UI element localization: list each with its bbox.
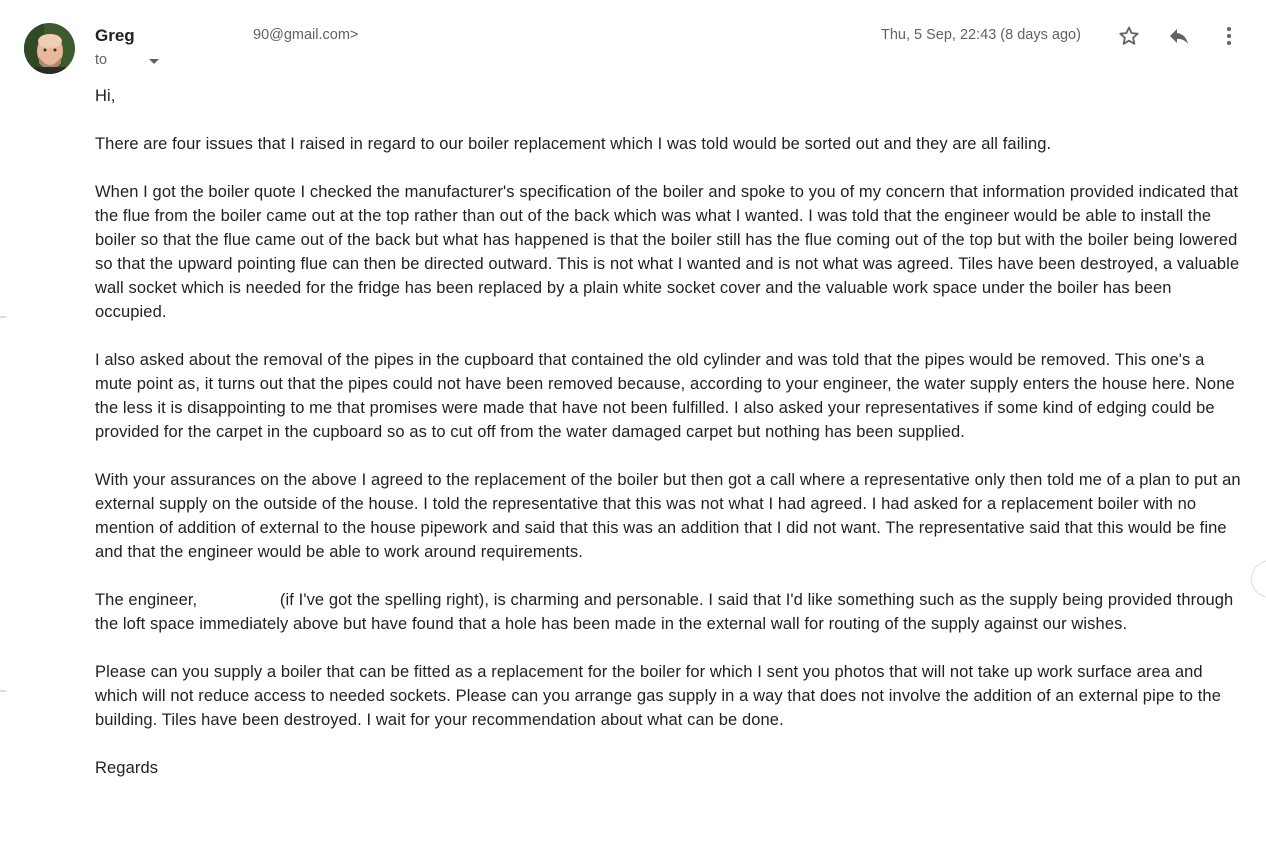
body-paragraph: There are four issues that I raised in regard to our boiler replacement which I was told would be sorted out and they are all failing.: [95, 135, 1052, 153]
recipient-row: [95, 52, 159, 68]
message-body: [95, 84, 1245, 804]
more-vertical-icon: [1217, 24, 1241, 48]
avatar[interactable]: [24, 23, 75, 74]
greeting: Hi,: [95, 87, 116, 105]
body-text: (if I've got the spelling right), is charming and personable. I said that I'd like something such as the supply being provided through the loft space immediately above but have found that a hole has been made in the external wall for routing of the supply against our wishes.: [95, 591, 1234, 633]
body-paragraph: When I got the boiler quote I checked the manufacturer's specification of the boiler and spoke to you of my concern that information provided indicated that the flue from the boiler came out at the top rather than out of the back which was what I wanted. I was told that the engineer would be able to install the boiler so that the flue came out of the back but what has happened is that the boiler still has the flue coming out of the top but with the boiler being lowered so that the upward pointing flue can then be directed outward. This is not what I wanted and is not what was agreed. Tiles have been destroyed, a valuable wall socket which is needed for the fridge has been replaced by a plain white socket cover and the valuable work space under the boiler has been occupied.: [95, 183, 1240, 321]
edge-marker: [0, 690, 6, 692]
reply-button[interactable]: [1165, 22, 1193, 50]
sender-email: 90@gmail.com>: [253, 27, 359, 43]
to-label: to: [95, 52, 108, 68]
body-paragraph: I also asked about the removal of the pipes in the cupboard that contained the old cylinder and was told that the pipes would be removed. This one's a mute point as, it turns out that the pipes could not have been removed because, according to your engineer, the water supply enters the house here. None the less it is disappointing to me that promises were made that have not been fulfilled. I also asked your representatives if some kind of edging could be provided for the carpet in the cupboard so as to cut off from the water damaged carpet but nothing has been supplied.: [95, 351, 1235, 441]
body-text: The engineer,: [95, 591, 202, 609]
body-paragraph: With your assurances on the above I agreed to the replacement of the boiler but then got a call where a representative only then told me of a plan to put an external supply on the outside of the house. I told the representative that this was not what I had agreed. I had asked for a replacement boiler with no mention of addition of external to the house pipework and said that this was an addition that I did not want. The representative said that this would be fine and that the engineer would be able to work around requirements.: [95, 471, 1241, 561]
more-options-button[interactable]: [1215, 22, 1243, 50]
side-panel-toggle[interactable]: [1251, 560, 1266, 598]
body-paragraph: Please can you supply a boiler that can be fitted as a replacement for the boiler for which I sent you photos that will not take up work surface area and which will not reduce access to needed sockets. Please can you arrange gas supply in a way that does not involve the addition of an external pipe to the building. Tiles have been destroyed. I wait for your recommendation about what can be done.: [95, 663, 1221, 729]
reply-icon: [1167, 24, 1191, 48]
star-icon: [1117, 24, 1141, 48]
chevron-down-icon[interactable]: [149, 59, 159, 64]
body-paragraph: [95, 588, 1245, 636]
edge-marker: [0, 316, 6, 318]
closing: Regards: [95, 759, 159, 777]
star-button[interactable]: [1115, 22, 1143, 50]
sender-name: Greg: [95, 26, 135, 45]
message-date: Thu, 5 Sep, 22:43 (8 days ago): [881, 27, 1081, 43]
